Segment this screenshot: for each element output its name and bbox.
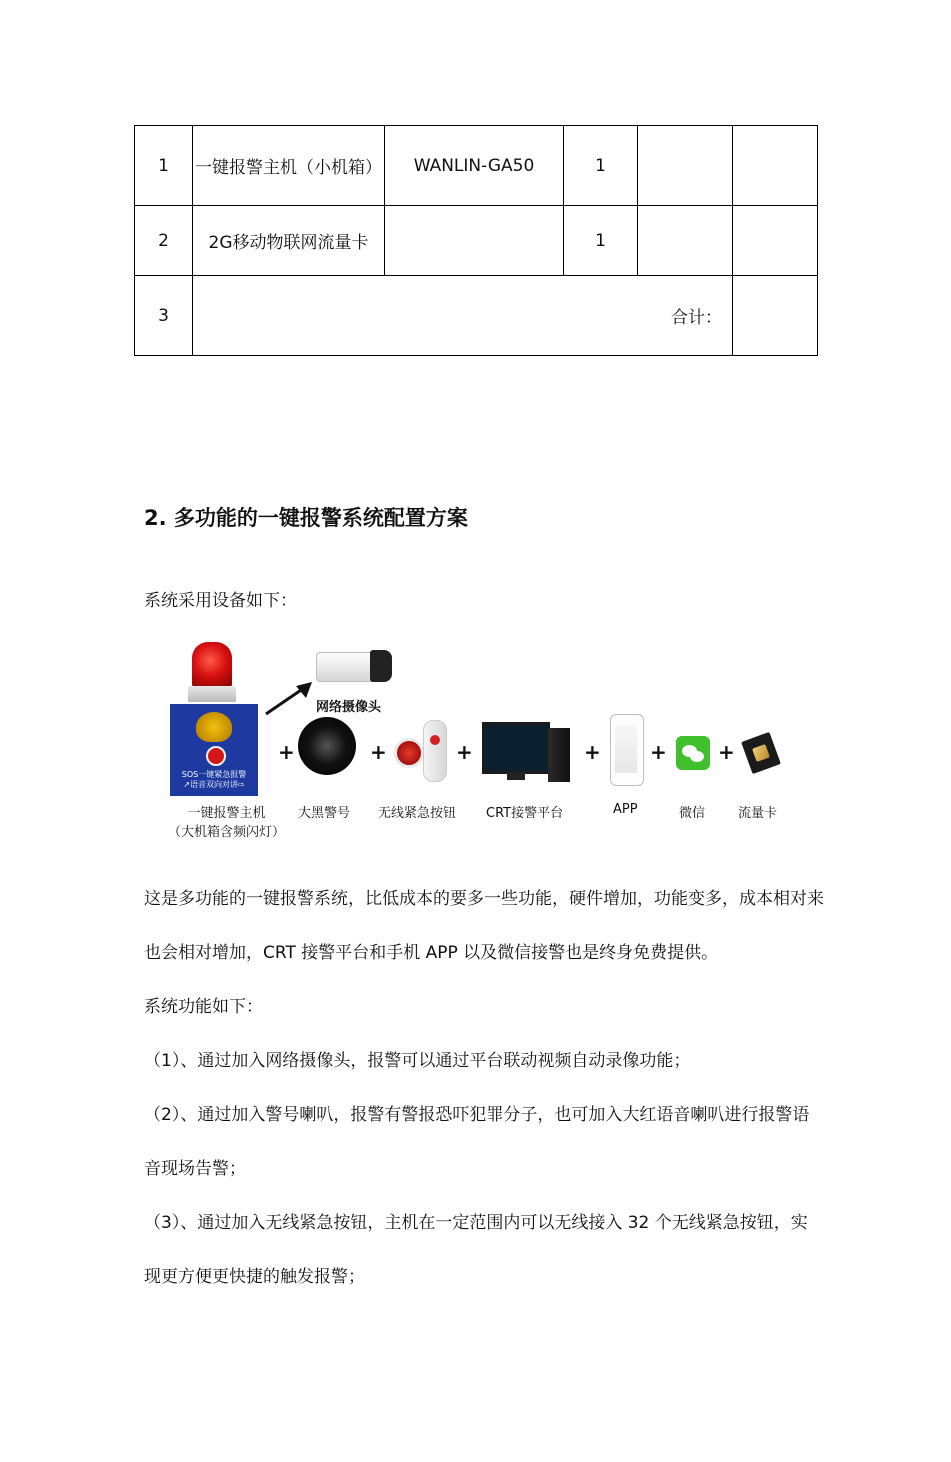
host-label-line1: SOS一键紧急报警 xyxy=(181,770,247,779)
item-model xyxy=(385,206,564,276)
wireless-button-icon xyxy=(394,738,424,768)
table-total-row xyxy=(135,276,818,356)
sos-button-icon xyxy=(206,746,226,766)
table-row xyxy=(135,126,818,206)
table-row xyxy=(135,206,818,276)
paragraph-line: 也会相对增加，CRT 接警平台和手机 APP 以及微信接警也是终身免费提供。 xyxy=(144,943,719,963)
plus-sign: + xyxy=(370,740,387,764)
host-caption-line2: （大机箱含频闪灯） xyxy=(168,825,286,840)
wechat-icon xyxy=(676,736,710,770)
feature-item: （1）、通过加入网络摄像头，报警可以通过平台联动视频自动录像功能； xyxy=(144,1051,691,1071)
feature-item: （3）、通过加入无线紧急按钮，主机在一定范围内可以无线接入 32 个无线紧急按钮，实 xyxy=(144,1213,808,1233)
remote-icon xyxy=(423,720,447,782)
features-title: 系统功能如下： xyxy=(144,997,263,1017)
host-label-line2: ↗语音双向对讲⇨ xyxy=(183,780,245,789)
monitor-icon xyxy=(482,722,550,774)
app-caption: APP xyxy=(613,802,638,817)
section-intro: 系统采用设备如下： xyxy=(144,591,297,611)
arrow-icon xyxy=(264,680,314,716)
platform-caption: CRT接警平台 xyxy=(486,806,564,821)
plus-sign: + xyxy=(584,740,601,764)
strobe-base xyxy=(188,686,236,702)
host-label xyxy=(170,770,258,790)
camera-body xyxy=(316,652,376,682)
item-note xyxy=(733,206,818,276)
alarm-host-icon xyxy=(170,704,258,796)
button-caption: 无线紧急按钮 xyxy=(378,806,457,821)
total-value xyxy=(733,276,818,356)
sim-card-icon xyxy=(741,732,781,774)
host-caption-line1: 一键报警主机 xyxy=(187,806,266,821)
feature-item-continued: 音现场告警； xyxy=(144,1159,246,1179)
item-note xyxy=(733,126,818,206)
network-camera-icon xyxy=(312,646,394,686)
row-number: 2 xyxy=(135,206,193,276)
paragraph-line: 这是多功能的一键报警系统，比低成本的要多一些功能，硬件增加，功能变多，成本相对来 xyxy=(144,889,824,909)
speaker-caption: 大黑警号 xyxy=(298,806,351,821)
phone-app-icon xyxy=(610,714,644,786)
equipment-table xyxy=(134,125,818,356)
plus-sign: + xyxy=(718,740,735,764)
plus-sign: + xyxy=(456,740,473,764)
section-heading: 2. 多功能的一键报警系统配置方案 xyxy=(144,506,468,530)
camera-lens xyxy=(370,650,392,682)
wechat-caption: 微信 xyxy=(679,806,706,821)
item-price xyxy=(638,206,733,276)
sim-caption: 流量卡 xyxy=(738,806,778,821)
police-badge-icon xyxy=(196,712,232,742)
item-name: 一键报警主机（小机箱） xyxy=(193,126,385,206)
total-label: 合计： xyxy=(193,276,733,356)
item-price xyxy=(638,126,733,206)
device-diagram xyxy=(140,630,800,845)
feature-item: （2）、通过加入警号喇叭，报警有警报恐吓犯罪分子，也可加入大红语音喇叭进行报警语 xyxy=(144,1105,810,1125)
plus-sign: + xyxy=(278,740,295,764)
item-quantity: 1 xyxy=(564,126,638,206)
pc-tower-icon xyxy=(548,728,570,782)
row-number: 1 xyxy=(135,126,193,206)
item-model: WANLIN-GA50 xyxy=(385,126,564,206)
feature-item-continued: 现更方便更快捷的触发报警； xyxy=(144,1267,365,1287)
row-number: 3 xyxy=(135,276,193,356)
siren-speaker-icon xyxy=(298,717,356,775)
item-name: 2G移动物联网流量卡 xyxy=(193,206,385,276)
strobe-light-icon xyxy=(192,642,232,688)
host-caption xyxy=(168,802,285,840)
item-quantity: 1 xyxy=(564,206,638,276)
camera-caption: 网络摄像头 xyxy=(316,700,382,715)
plus-sign: + xyxy=(650,740,667,764)
